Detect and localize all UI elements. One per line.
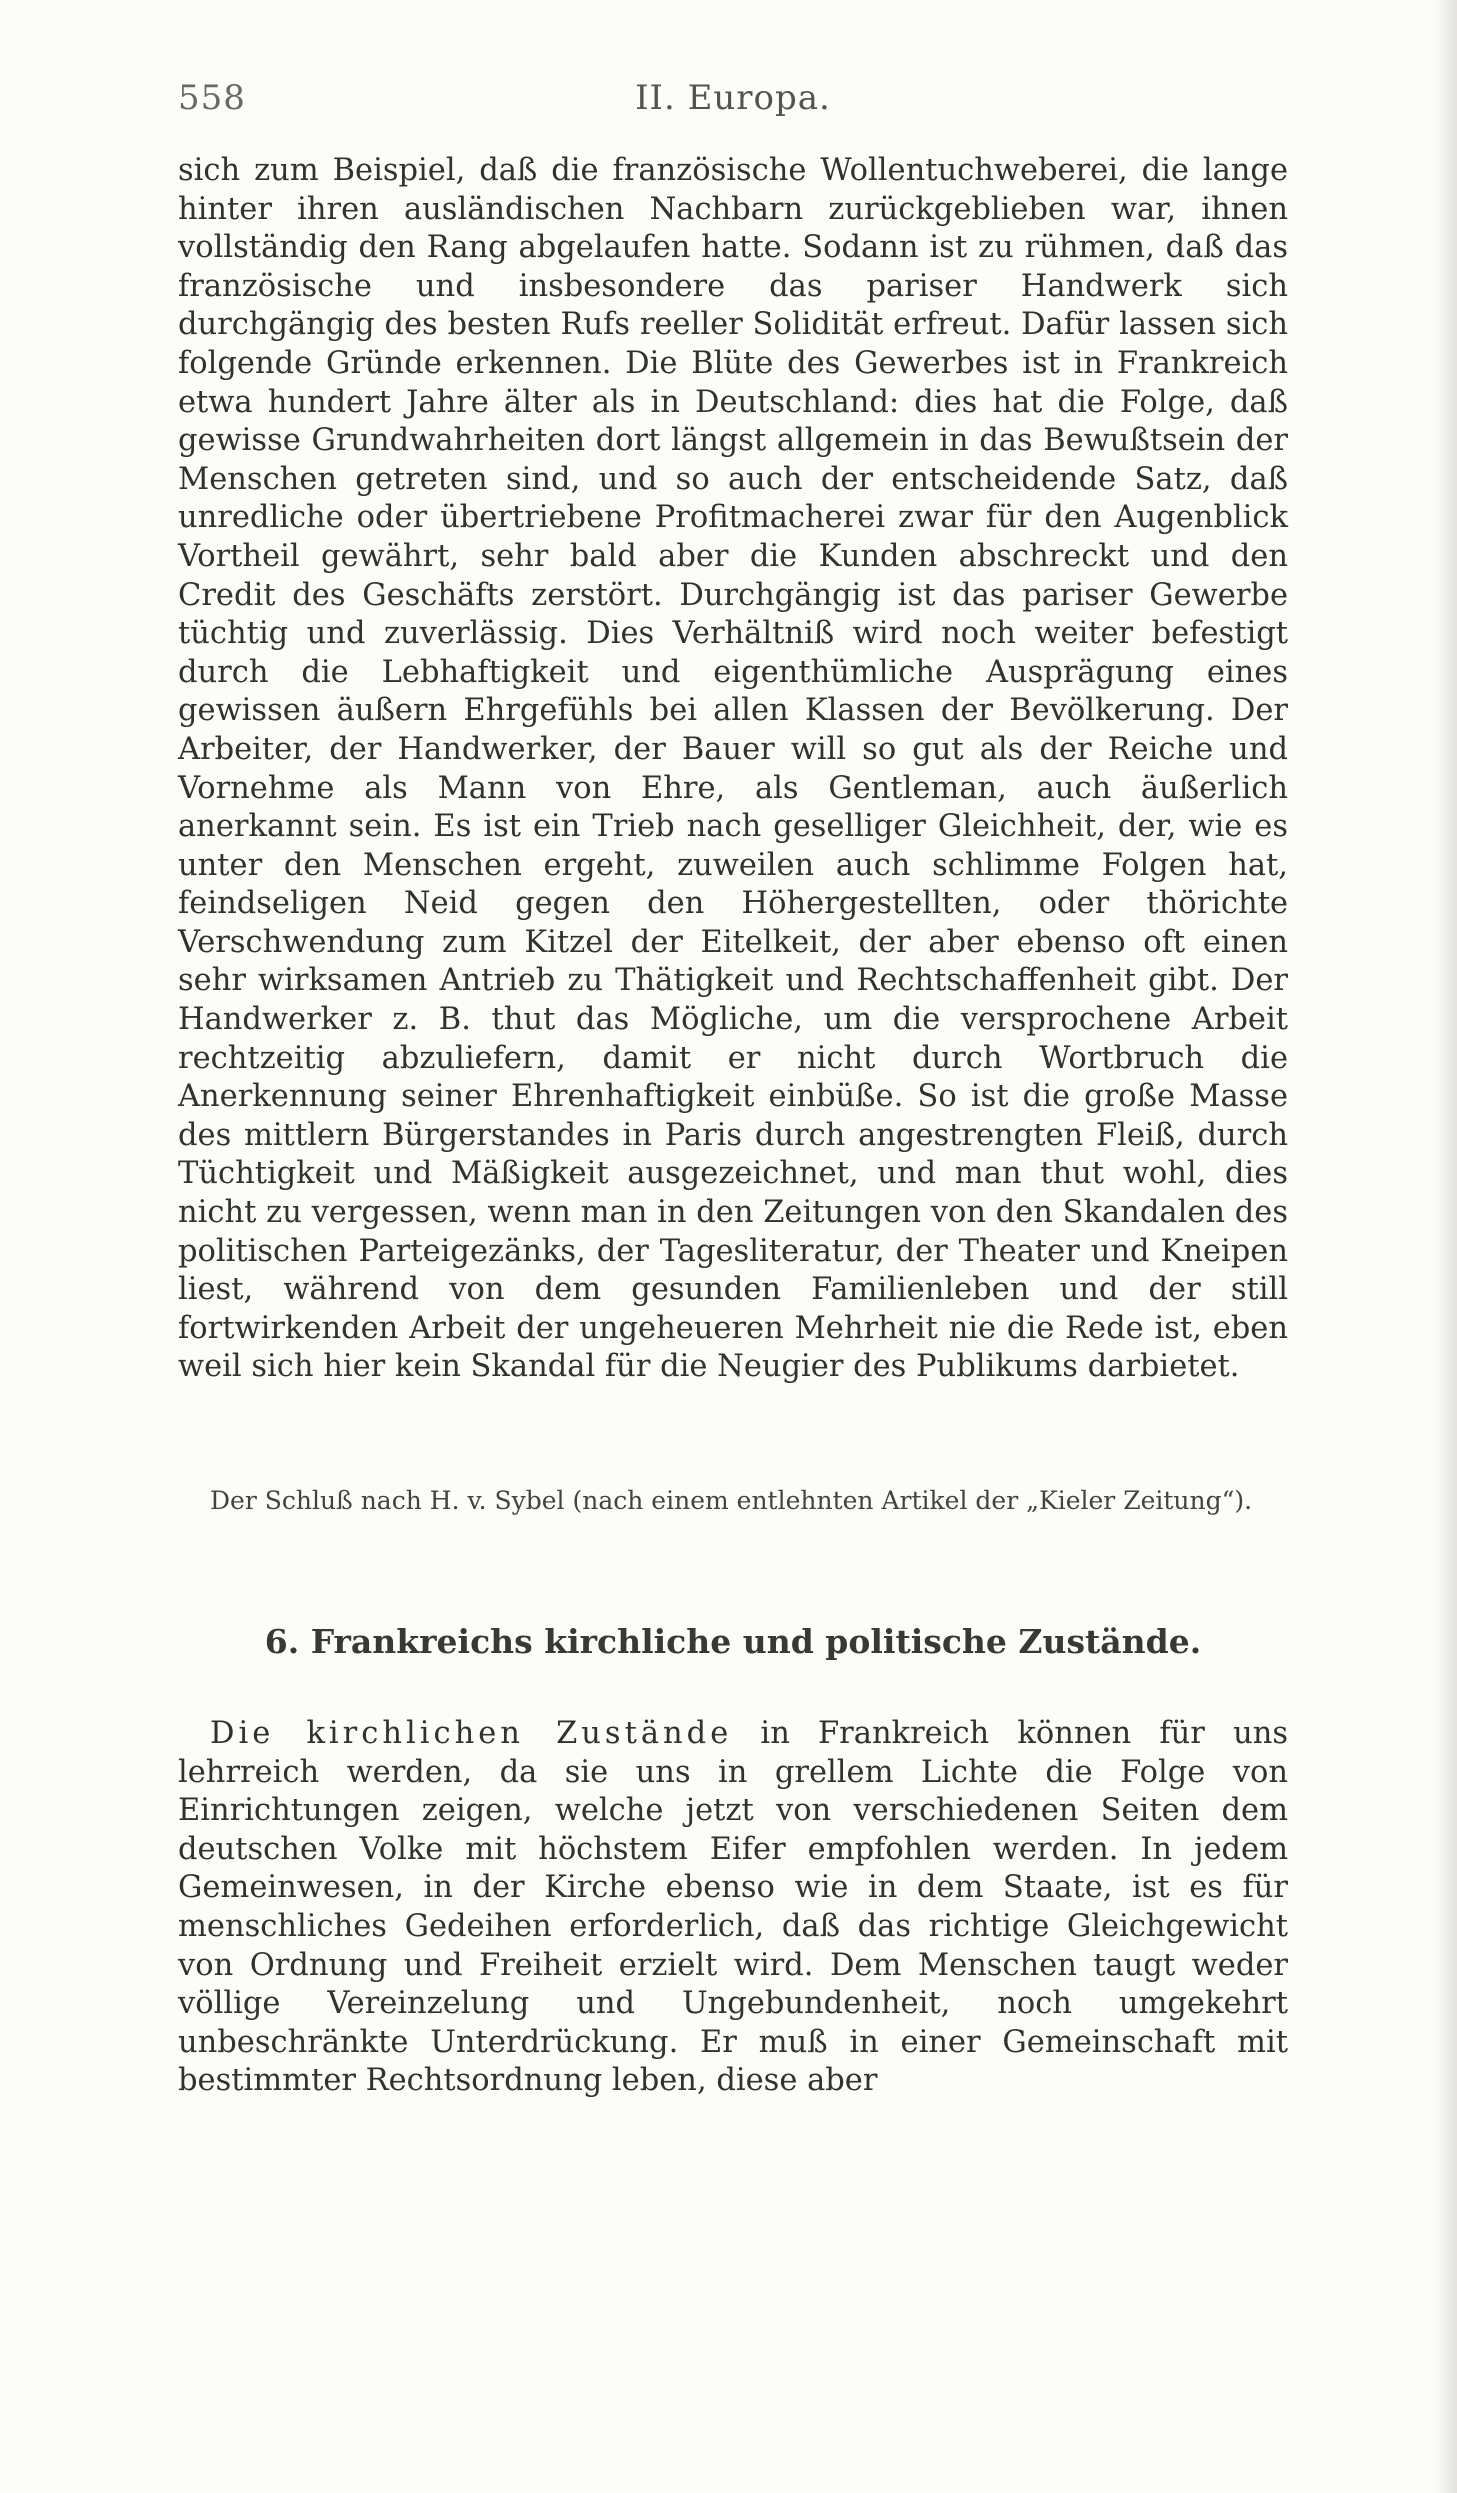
- section-heading: 6. Frankreichs kirchliche und politische Zustände.: [264, 1622, 1202, 1661]
- page-number: 558: [178, 78, 246, 118]
- section-paragraph: [178, 1715, 1288, 2101]
- page-header: [178, 78, 1288, 128]
- body-text: [178, 152, 1288, 1387]
- section-paragraph-text: in Frankreich können für uns lehrreich werden, da sie uns in grellem Lichte die Folge von Einrichtungen zeigen, welche jetzt von verschiedenen Seiten dem deutschen Volke mit höchstem Eifer empfohlen werden. In jedem Gemeinwesen, in der Kirche ebenso wie in dem Staate, ist es für menschliches Gedeihen erforderlich, daß das richtige Gleichgewicht von Ordnung und Freiheit erzielt wird. Dem Menschen taugt weder völlige Vereinzelung und Ungebundenheit, noch umgekehrt unbeschränkte Unterdrückung. Er muß in einer Gemeinschaft mit bestimmter Rechtsordnung leben, diese aber: [178, 1716, 1289, 2099]
- section-lead-words: Die kirchlichen Zustände: [210, 1716, 733, 1751]
- running-head: II. Europa.: [635, 78, 831, 118]
- source-attribution: Der Schluß nach H. v. Sybel (nach einem entlehnten Artikel der „Kieler Zeitung“).: [210, 1486, 1253, 1515]
- body-paragraph: sich zum Beispiel, daß die französische Wollentuchweberei, die lange hinter ihren ausländischen Nachbarn zurückgeblieben war, ihnen vollständig den Rang abgelaufen hatte. Sodann ist zu rühmen, daß das französische und insbesondere das pariser Handwerk sich durchgängig des besten Rufs reeller Solidität erfreut. Dafür lassen sich folgende Gründe erkennen. Die Blüte des Gewerbes ist in Frankreich etwa hundert Jahre älter als in Deutschland: dies hat die Folge, daß gewisse Grundwahrheiten dort längst allgemein in das Bewußtsein der Menschen getreten sind, und so auch der entscheidende Satz, daß unredliche oder übertriebene Profitmacherei zwar für den Augenblick Vortheil gewährt, sehr bald aber die Kunden abschreckt und den Credit des Geschäfts zerstört. Durchgängig ist das pariser Gewerbe tüchtig und zuverlässig. Dies Verhältniß wird noch weiter befestigt durch die Lebhaftigkeit und eigenthümliche Ausprägung eines gewissen äußern Ehrgefühls bei allen Klassen der Bevölkerung. Der Arbeiter, der Handwerker, der Bauer will so gut als der Reiche und Vornehme als Mann von Ehre, als Gentleman, auch äußerlich anerkannt sein. Es ist ein Trieb nach geselliger Gleichheit, der, wie es unter den Menschen ergeht, zuweilen auch schlimme Folgen hat, feindseligen Neid gegen den Höhergestellten, oder thörichte Verschwendung zum Kitzel der Eitelkeit, der aber ebenso oft einen sehr wirksamen Antrieb zu Thätigkeit und Rechtschaffenheit gibt. Der Handwerker z. B. thut das Mögliche, um die versprochene Arbeit rechtzeitig abzuliefern, damit er nicht durch Wortbruch die Anerkennung seiner Ehrenhaftigkeit einbüße. So ist die große Masse des mittlern Bürgerstandes in Paris durch angestrengten Fleiß, durch Tüchtigkeit und Mäßigkeit ausgezeichnet, und man thut wohl, dies nicht zu vergessen, wenn man in den Zeitungen von den Skandalen des politischen Parteigezänks, der Tagesliteratur, der Theater und Kneipen liest, während von dem gesunden Familienleben und der still fortwirkenden Arbeit der ungeheueren Mehrheit nie die Rede ist, eben weil sich hier kein Skandal für die Neugier des Publikums darbietet.: [178, 153, 1288, 1385]
- page-edge-shadow: [1435, 0, 1457, 2493]
